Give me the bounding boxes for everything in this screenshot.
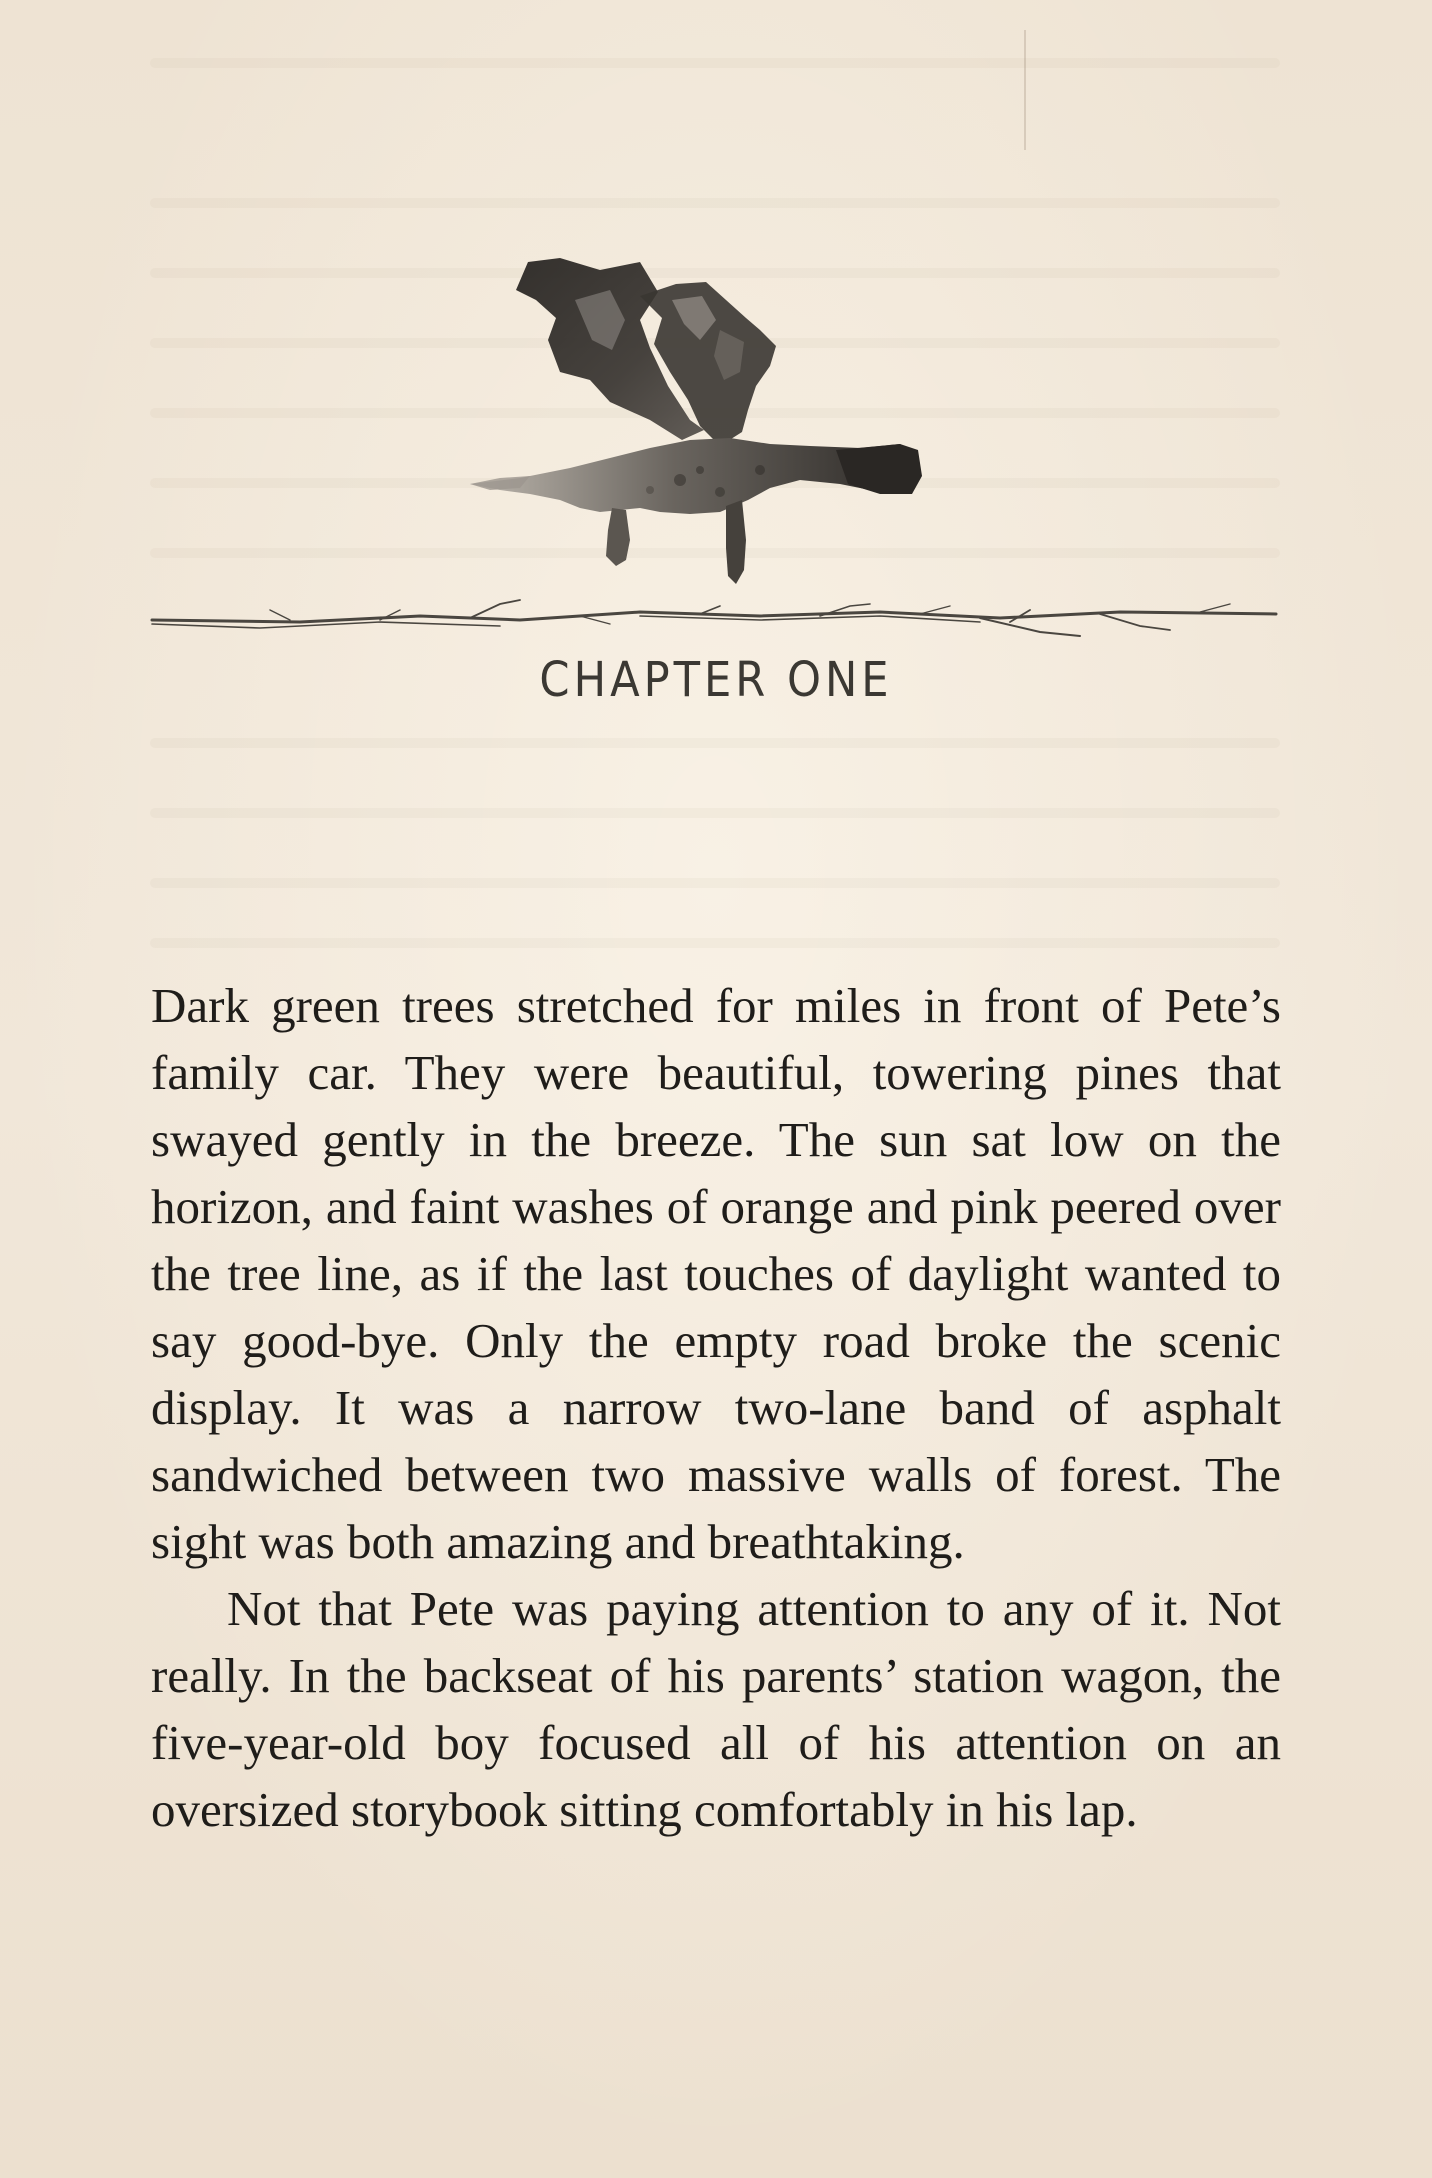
show-through-line <box>150 738 1280 748</box>
show-through-line <box>150 938 1280 948</box>
paragraph: Dark green trees stretched for miles in front of Pete’s family car. They were beautiful, towering pines that swayed gently in the breeze. The sun sat low on the horizon, and faint washes of orange and pink peered over the tree line, as if the last touches of daylight wanted to say good-bye. Only the empty road broke the scenic display. It was a narrow two-lane band of asphalt sandwiched between two massive walls of forest. The sight was both amazing and breathtaking. <box>151 978 1281 1569</box>
show-through-line <box>150 808 1280 818</box>
chapter-body <box>151 972 1281 1843</box>
dragon-illustration-icon <box>0 0 1432 700</box>
show-through-line <box>150 878 1280 888</box>
paragraph: Not that Pete was paying attention to any of it. Not really. In the backseat of his parents’ station wagon, the five-year-old boy focused all of his attention on an oversized storybook sitting comfortably in his lap. <box>151 1581 1281 1837</box>
chapter-heading: CHAPTER ONE <box>539 652 893 708</box>
branch-divider-icon <box>152 600 1276 636</box>
